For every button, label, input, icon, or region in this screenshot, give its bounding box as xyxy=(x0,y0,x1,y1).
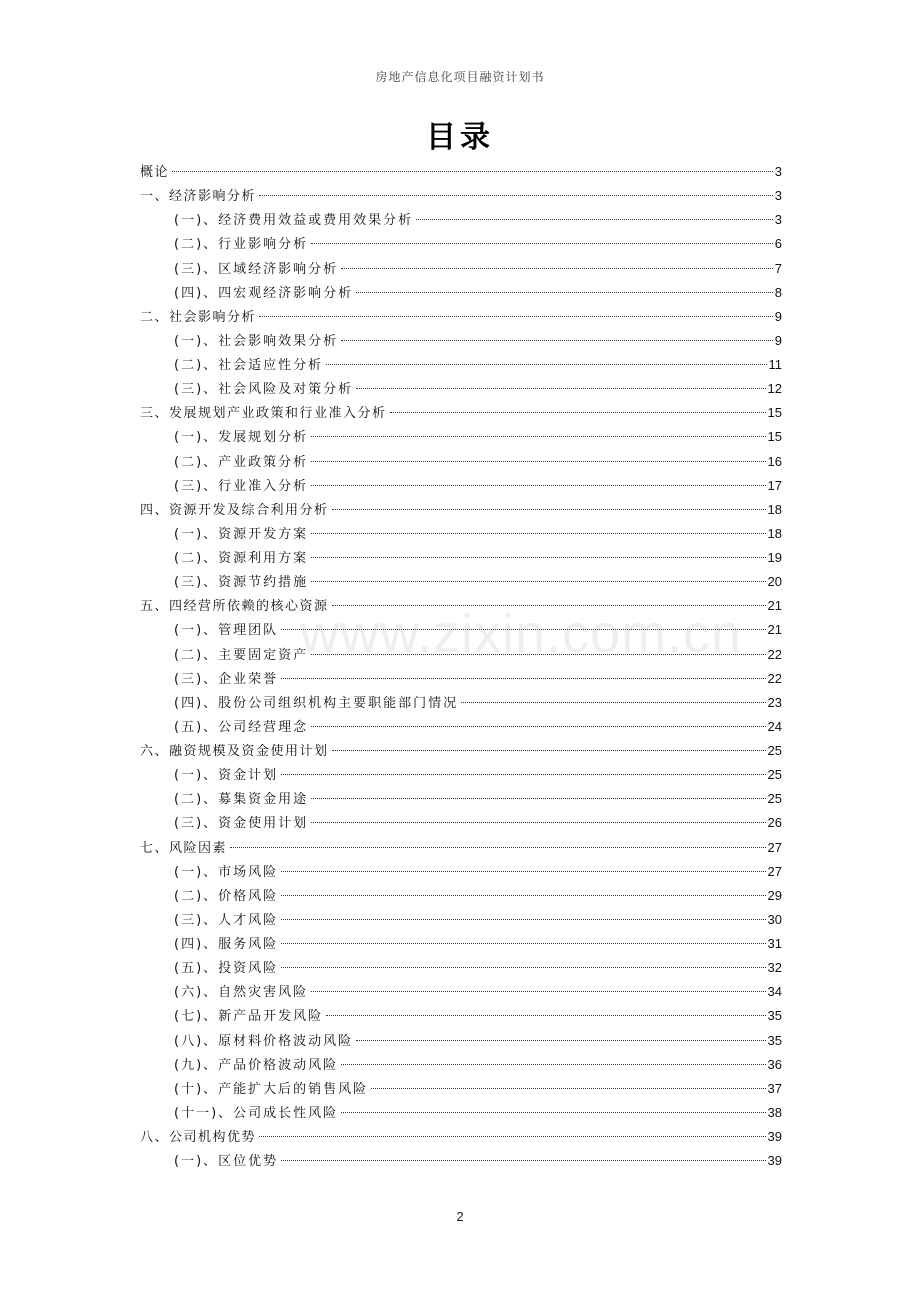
toc-entry-page: 25 xyxy=(767,791,782,807)
toc-dot-leader xyxy=(311,461,765,462)
toc-entry[interactable] xyxy=(140,232,782,256)
toc-entry-page: 27 xyxy=(767,863,782,879)
toc-entry-label: 五、四经营所依赖的核心资源 xyxy=(140,599,329,615)
toc-entry[interactable] xyxy=(140,1125,782,1149)
toc-entry-label: (四)、股份公司组织机构主要职能部门情况 xyxy=(174,695,459,711)
toc-entry-label: (三)、区域经济影响分析 xyxy=(174,261,339,277)
toc-entry-label: (一)、资源开发方案 xyxy=(174,526,309,542)
toc-dot-leader xyxy=(311,581,765,582)
toc-dot-leader xyxy=(311,557,765,558)
toc-entry-label: (一)、市场风险 xyxy=(174,864,279,880)
toc-dot-leader xyxy=(311,654,765,655)
toc-entry-page: 9 xyxy=(774,308,782,324)
toc-entry[interactable] xyxy=(140,522,782,546)
toc-entry-page: 7 xyxy=(774,260,782,276)
toc-entry-label: (九)、产品价格波动风险 xyxy=(174,1057,339,1073)
toc-entry-label: 三、发展规划产业政策和行业准入分析 xyxy=(140,406,387,422)
toc-entry-page: 15 xyxy=(767,405,782,421)
toc-dot-leader xyxy=(259,1136,766,1137)
toc-entry-label: (一)、社会影响效果分析 xyxy=(174,333,339,349)
toc-entry-label: 一、经济影响分析 xyxy=(140,189,257,205)
toc-dot-leader xyxy=(311,822,765,823)
toc-entry-label: (十一)、公司成长性风险 xyxy=(174,1105,339,1121)
toc-entry-page: 30 xyxy=(767,911,782,927)
toc-entry-label: (二)、主要固定资产 xyxy=(174,647,309,663)
toc-dot-leader xyxy=(281,871,765,872)
toc-dot-leader xyxy=(281,629,765,630)
toc-entry-page: 31 xyxy=(767,936,782,951)
toc-entry-label: (三)、人才风险 xyxy=(174,912,279,928)
toc-entry[interactable] xyxy=(140,1149,782,1173)
toc-entry-page: 24 xyxy=(767,718,782,734)
toc-entry-page: 20 xyxy=(767,574,782,590)
toc-entry-page: 19 xyxy=(767,550,782,565)
toc-entry-label: (三)、社会风险及对策分析 xyxy=(174,382,354,398)
toc-entry-page: 34 xyxy=(767,984,782,1000)
toc-dot-leader xyxy=(341,340,773,341)
toc-entry-label: (二)、资源利用方案 xyxy=(174,551,309,566)
toc-entry-label: (一)、经济费用效益或费用效果分析 xyxy=(174,213,414,229)
toc-entry-page: 27 xyxy=(767,839,782,855)
toc-entry[interactable] xyxy=(140,570,782,594)
toc-entry[interactable] xyxy=(140,715,782,739)
toc-entry-page: 6 xyxy=(774,236,782,252)
toc-entry[interactable] xyxy=(140,305,782,329)
toc-entry-label: 七、风险因素 xyxy=(140,840,228,856)
toc-entry[interactable] xyxy=(140,836,782,860)
toc-entry[interactable] xyxy=(140,980,782,1004)
toc-entry-page: 8 xyxy=(774,284,782,300)
toc-entry[interactable] xyxy=(140,184,782,208)
toc-entry-label: (三)、资源节约措施 xyxy=(174,575,309,591)
toc-entry-page: 35 xyxy=(767,1032,782,1048)
toc-entry-label: 四、资源开发及综合利用分析 xyxy=(140,502,329,518)
toc-dot-leader xyxy=(281,895,765,896)
toc-entry-label: 概论 xyxy=(140,165,170,180)
toc-entry-page: 18 xyxy=(767,501,782,517)
toc-entry[interactable] xyxy=(140,1053,782,1077)
toc-dot-leader xyxy=(371,1088,765,1089)
toc-entry-label: (八)、原材料价格波动风险 xyxy=(174,1033,354,1049)
toc-entry-page: 26 xyxy=(767,815,782,831)
toc-entry-label: (二)、募集资金用途 xyxy=(174,792,309,808)
toc-dot-leader xyxy=(356,292,773,293)
toc-dot-leader xyxy=(311,243,773,244)
toc-entry-page: 39 xyxy=(767,1129,782,1144)
toc-entry-label: (四)、四宏观经济影响分析 xyxy=(174,285,354,301)
toc-entry-page: 21 xyxy=(767,598,782,614)
toc-dot-leader xyxy=(172,171,773,172)
toc-entry[interactable] xyxy=(140,401,782,425)
toc-dot-leader xyxy=(311,436,765,437)
toc-entry-page: 17 xyxy=(767,477,782,493)
toc-entry[interactable] xyxy=(140,860,782,884)
toc-entry[interactable] xyxy=(140,1004,782,1028)
toc-entry-page: 25 xyxy=(767,767,782,783)
toc-entry-page: 9 xyxy=(774,332,782,348)
toc-entry-page: 18 xyxy=(767,525,782,541)
running-header: 房地产信息化项目融资计划书 xyxy=(375,70,545,84)
toc-entry[interactable] xyxy=(140,739,782,763)
toc-dot-leader xyxy=(311,485,765,486)
toc-dot-leader xyxy=(326,364,766,365)
toc-entry[interactable] xyxy=(140,667,782,691)
toc-entry[interactable] xyxy=(140,474,782,498)
toc-entry[interactable] xyxy=(140,160,782,184)
toc-dot-leader xyxy=(332,750,766,751)
toc-entry-page: 25 xyxy=(767,743,782,758)
toc-dot-leader xyxy=(311,798,765,799)
toc-entry[interactable] xyxy=(140,208,782,232)
toc-dot-leader xyxy=(461,702,765,703)
toc-entry[interactable] xyxy=(140,763,782,787)
toc-entry[interactable] xyxy=(140,932,782,956)
toc-dot-leader xyxy=(332,509,766,510)
toc-dot-leader xyxy=(281,967,765,968)
toc-dot-leader xyxy=(341,1064,765,1065)
toc-title: 目录 xyxy=(426,120,494,155)
toc-entry-page: 35 xyxy=(767,1008,782,1024)
toc-entry-label: 二、社会影响分析 xyxy=(140,309,257,325)
toc-entry-label: (五)、公司经营理念 xyxy=(174,719,309,735)
toc-entry[interactable] xyxy=(140,450,782,474)
toc-entry-page: 15 xyxy=(767,429,782,445)
table-of-contents xyxy=(140,160,782,1173)
toc-dot-leader xyxy=(326,1015,765,1016)
toc-dot-leader xyxy=(341,268,773,269)
toc-dot-leader xyxy=(281,678,765,679)
toc-entry[interactable] xyxy=(140,1077,782,1101)
toc-entry-page: 38 xyxy=(767,1104,782,1120)
toc-entry-page: 21 xyxy=(767,622,782,638)
toc-entry[interactable] xyxy=(140,329,782,353)
toc-entry[interactable] xyxy=(140,787,782,811)
toc-entry[interactable] xyxy=(140,884,782,908)
toc-entry-label: (三)、企业荣誉 xyxy=(174,671,279,687)
toc-dot-leader xyxy=(341,1112,765,1113)
toc-entry[interactable] xyxy=(140,1101,782,1125)
toc-entry[interactable] xyxy=(140,498,782,522)
toc-dot-leader xyxy=(281,919,765,920)
toc-entry[interactable] xyxy=(140,908,782,932)
toc-entry-label: (二)、社会适应性分析 xyxy=(174,358,324,373)
toc-entry-page: 16 xyxy=(767,453,782,469)
toc-entry-page: 11 xyxy=(768,357,782,372)
toc-entry-label: (四)、服务风险 xyxy=(174,937,279,952)
toc-entry[interactable] xyxy=(140,281,782,305)
toc-dot-leader xyxy=(390,412,766,413)
toc-entry[interactable] xyxy=(140,618,782,642)
toc-dot-leader xyxy=(311,726,765,727)
toc-dot-leader xyxy=(259,195,773,196)
toc-dot-leader xyxy=(332,605,766,606)
toc-entry[interactable] xyxy=(140,425,782,449)
toc-entry-label: (十)、产能扩大后的销售风险 xyxy=(174,1081,369,1097)
toc-entry-label: 六、融资规模及资金使用计划 xyxy=(140,744,329,759)
toc-entry-label: 八、公司机构优势 xyxy=(140,1130,257,1145)
toc-entry-label: (一)、发展规划分析 xyxy=(174,430,309,446)
toc-entry-page: 32 xyxy=(767,960,782,976)
toc-entry[interactable] xyxy=(140,377,782,401)
toc-entry-page: 36 xyxy=(767,1056,782,1072)
toc-dot-leader xyxy=(356,388,765,389)
toc-dot-leader xyxy=(230,847,766,848)
toc-dot-leader xyxy=(416,219,773,220)
toc-entry-label: (三)、资金使用计划 xyxy=(174,816,309,832)
toc-entry-page: 12 xyxy=(767,381,782,397)
toc-dot-leader xyxy=(356,1040,765,1041)
watermark: www.zixin.com.cn xyxy=(300,604,743,664)
toc-entry-label: (三)、行业准入分析 xyxy=(174,478,309,494)
toc-entry[interactable] xyxy=(140,643,782,667)
toc-entry[interactable] xyxy=(140,257,782,281)
toc-dot-leader xyxy=(281,1160,765,1161)
toc-dot-leader xyxy=(281,774,765,775)
toc-entry-label: (二)、行业影响分析 xyxy=(174,237,309,253)
toc-entry[interactable] xyxy=(140,811,782,835)
toc-entry[interactable] xyxy=(140,546,782,570)
toc-entry[interactable] xyxy=(140,353,782,377)
toc-entry[interactable] xyxy=(140,956,782,980)
toc-entry-label: (一)、资金计划 xyxy=(174,768,279,784)
toc-entry-page: 23 xyxy=(767,694,782,710)
toc-entry[interactable] xyxy=(140,1029,782,1053)
toc-dot-leader xyxy=(259,316,773,317)
toc-entry-page: 22 xyxy=(767,670,782,686)
toc-entry-label: (一)、管理团队 xyxy=(174,623,279,639)
toc-entry-label: (五)、投资风险 xyxy=(174,961,279,977)
toc-entry-label: (六)、自然灾害风险 xyxy=(174,985,309,1001)
toc-entry-page: 3 xyxy=(774,212,782,228)
toc-entry-page: 29 xyxy=(767,887,782,903)
toc-entry[interactable] xyxy=(140,594,782,618)
toc-entry-page: 39 xyxy=(767,1153,782,1169)
toc-dot-leader xyxy=(311,533,765,534)
toc-entry-label: (二)、价格风险 xyxy=(174,888,279,904)
toc-entry-label: (七)、新产品开发风险 xyxy=(174,1009,324,1025)
toc-dot-leader xyxy=(281,943,765,944)
toc-entry-label: (一)、区位优势 xyxy=(174,1154,279,1170)
toc-entry-page: 37 xyxy=(767,1080,782,1096)
toc-dot-leader xyxy=(311,991,765,992)
toc-entry-page: 3 xyxy=(774,188,782,204)
toc-entry-page: 22 xyxy=(767,646,782,662)
page-number: 2 xyxy=(456,1209,464,1224)
toc-entry[interactable] xyxy=(140,691,782,715)
toc-entry-page: 3 xyxy=(774,164,782,179)
toc-entry-label: (二)、产业政策分析 xyxy=(174,454,309,470)
